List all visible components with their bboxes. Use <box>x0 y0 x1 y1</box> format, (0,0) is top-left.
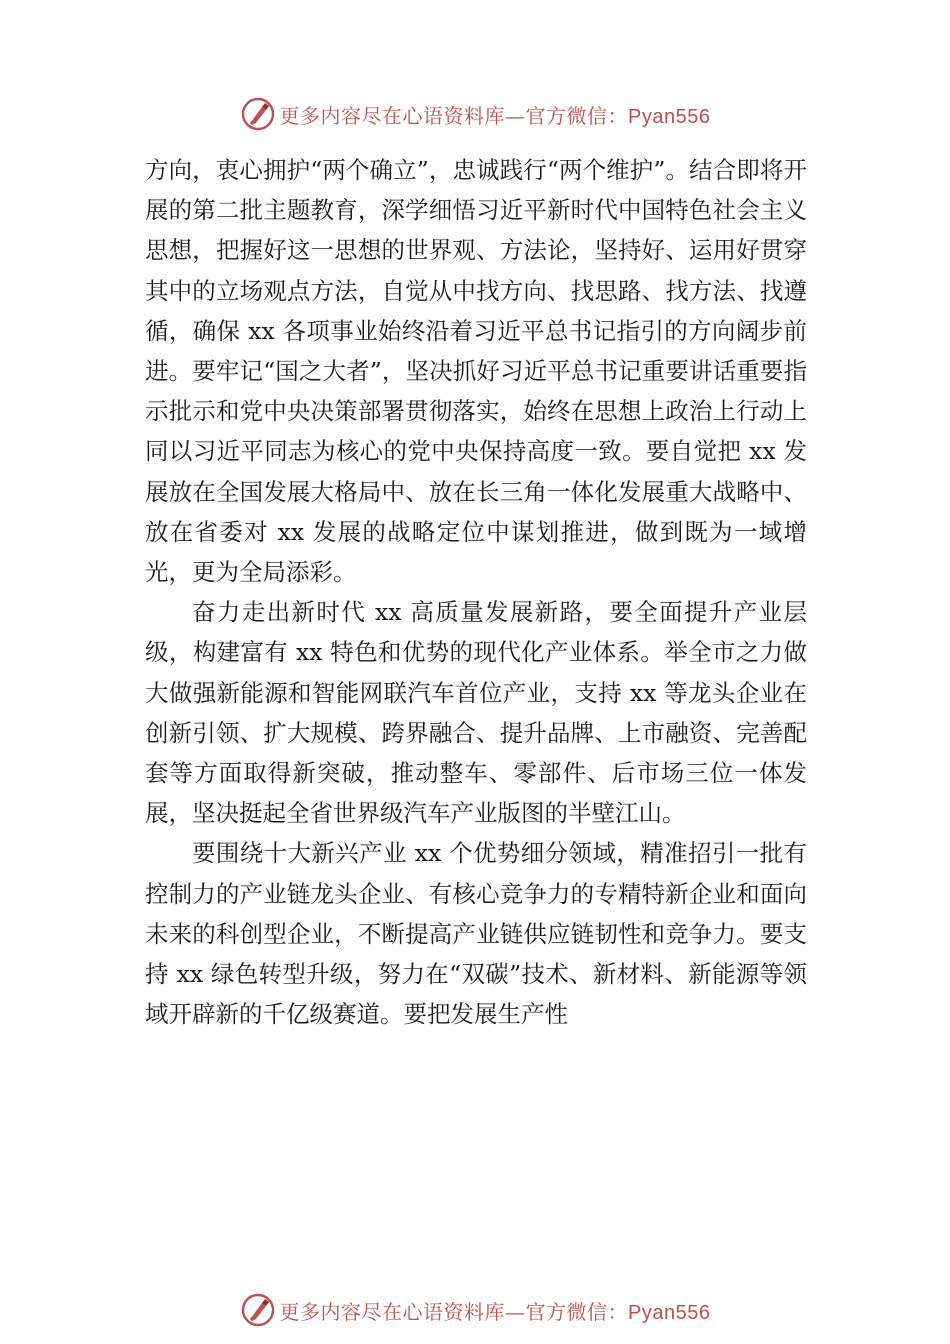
paragraph-2: 奋力走出新时代 xx 高质量发展新路，要全面提升产业层级，构建富有 xx 特色和优势的现代化产业体系。举全市之力做大做强新能源和智能网联汽车首位产业，支持 xx 等龙头企业在创新引领、扩大规模、跨界融合、提升品牌、上市融资、完善配套等方面取得新突破，推动整车、零部件、后市场三位一体发展，坚决挺起全省世界级汽车产业版图的半壁江山。 <box>145 598 807 828</box>
header-banner-text: 更多内容尽在心语资料库—官方微信：Pyan556 <box>279 103 711 128</box>
pen-circle-logo-icon <box>240 1292 276 1328</box>
paragraph-1: 方向，衷心拥护“两个确立”，忠诚践行“两个维护”。结合即将开展的第二批主题教育，深学细悟习近平新时代中国特色社会主义思想，把握好这一思想的世界观、方法论，坚持好、运用好贯穿其中的立场观点方法，自觉从中找方向、找思路、找方法、找遵循，确保 xx 各项事业始终沿着习近平总书记指引的方向阔步前进。要牢记“国之大者”，坚决抓好习近平总书记重要讲话重要指示批示和党中央决策部署贯彻落实，始终在思想上政治上行动上同以习近平同志为核心的党中央保持高度一致。要自觉把 xx 发展放在全国发展大格局中、放在长三角一体化发展重大战略中、放在省委对 xx 发展的战略定位中谋划推进，做到既为一域增光，更为全局添彩。 <box>145 156 807 587</box>
footer-banner-text: 更多内容尽在心语资料库—官方微信：Pyan556 <box>279 1299 711 1324</box>
pen-circle-logo-icon <box>240 96 276 132</box>
footer-banner <box>0 1290 950 1330</box>
header-banner <box>0 94 950 134</box>
paragraph-3: 要围绕十大新兴产业 xx 个优势细分领域，精准招引一批有控制力的产业链龙头企业、有核心竞争力的专精特新企业和面向未来的科创型企业，不断提高产业链供应链韧性和竞争力。要支持 xx 绿色转型升级，努力在“双碳”技术、新材料、新能源等领域开辟新的千亿级赛道。要把发展生产性 <box>145 839 807 1029</box>
footer-wechat-id: Pyan556 <box>628 1301 711 1324</box>
document-body <box>145 150 807 1034</box>
wechat-id: Pyan556 <box>628 105 711 128</box>
